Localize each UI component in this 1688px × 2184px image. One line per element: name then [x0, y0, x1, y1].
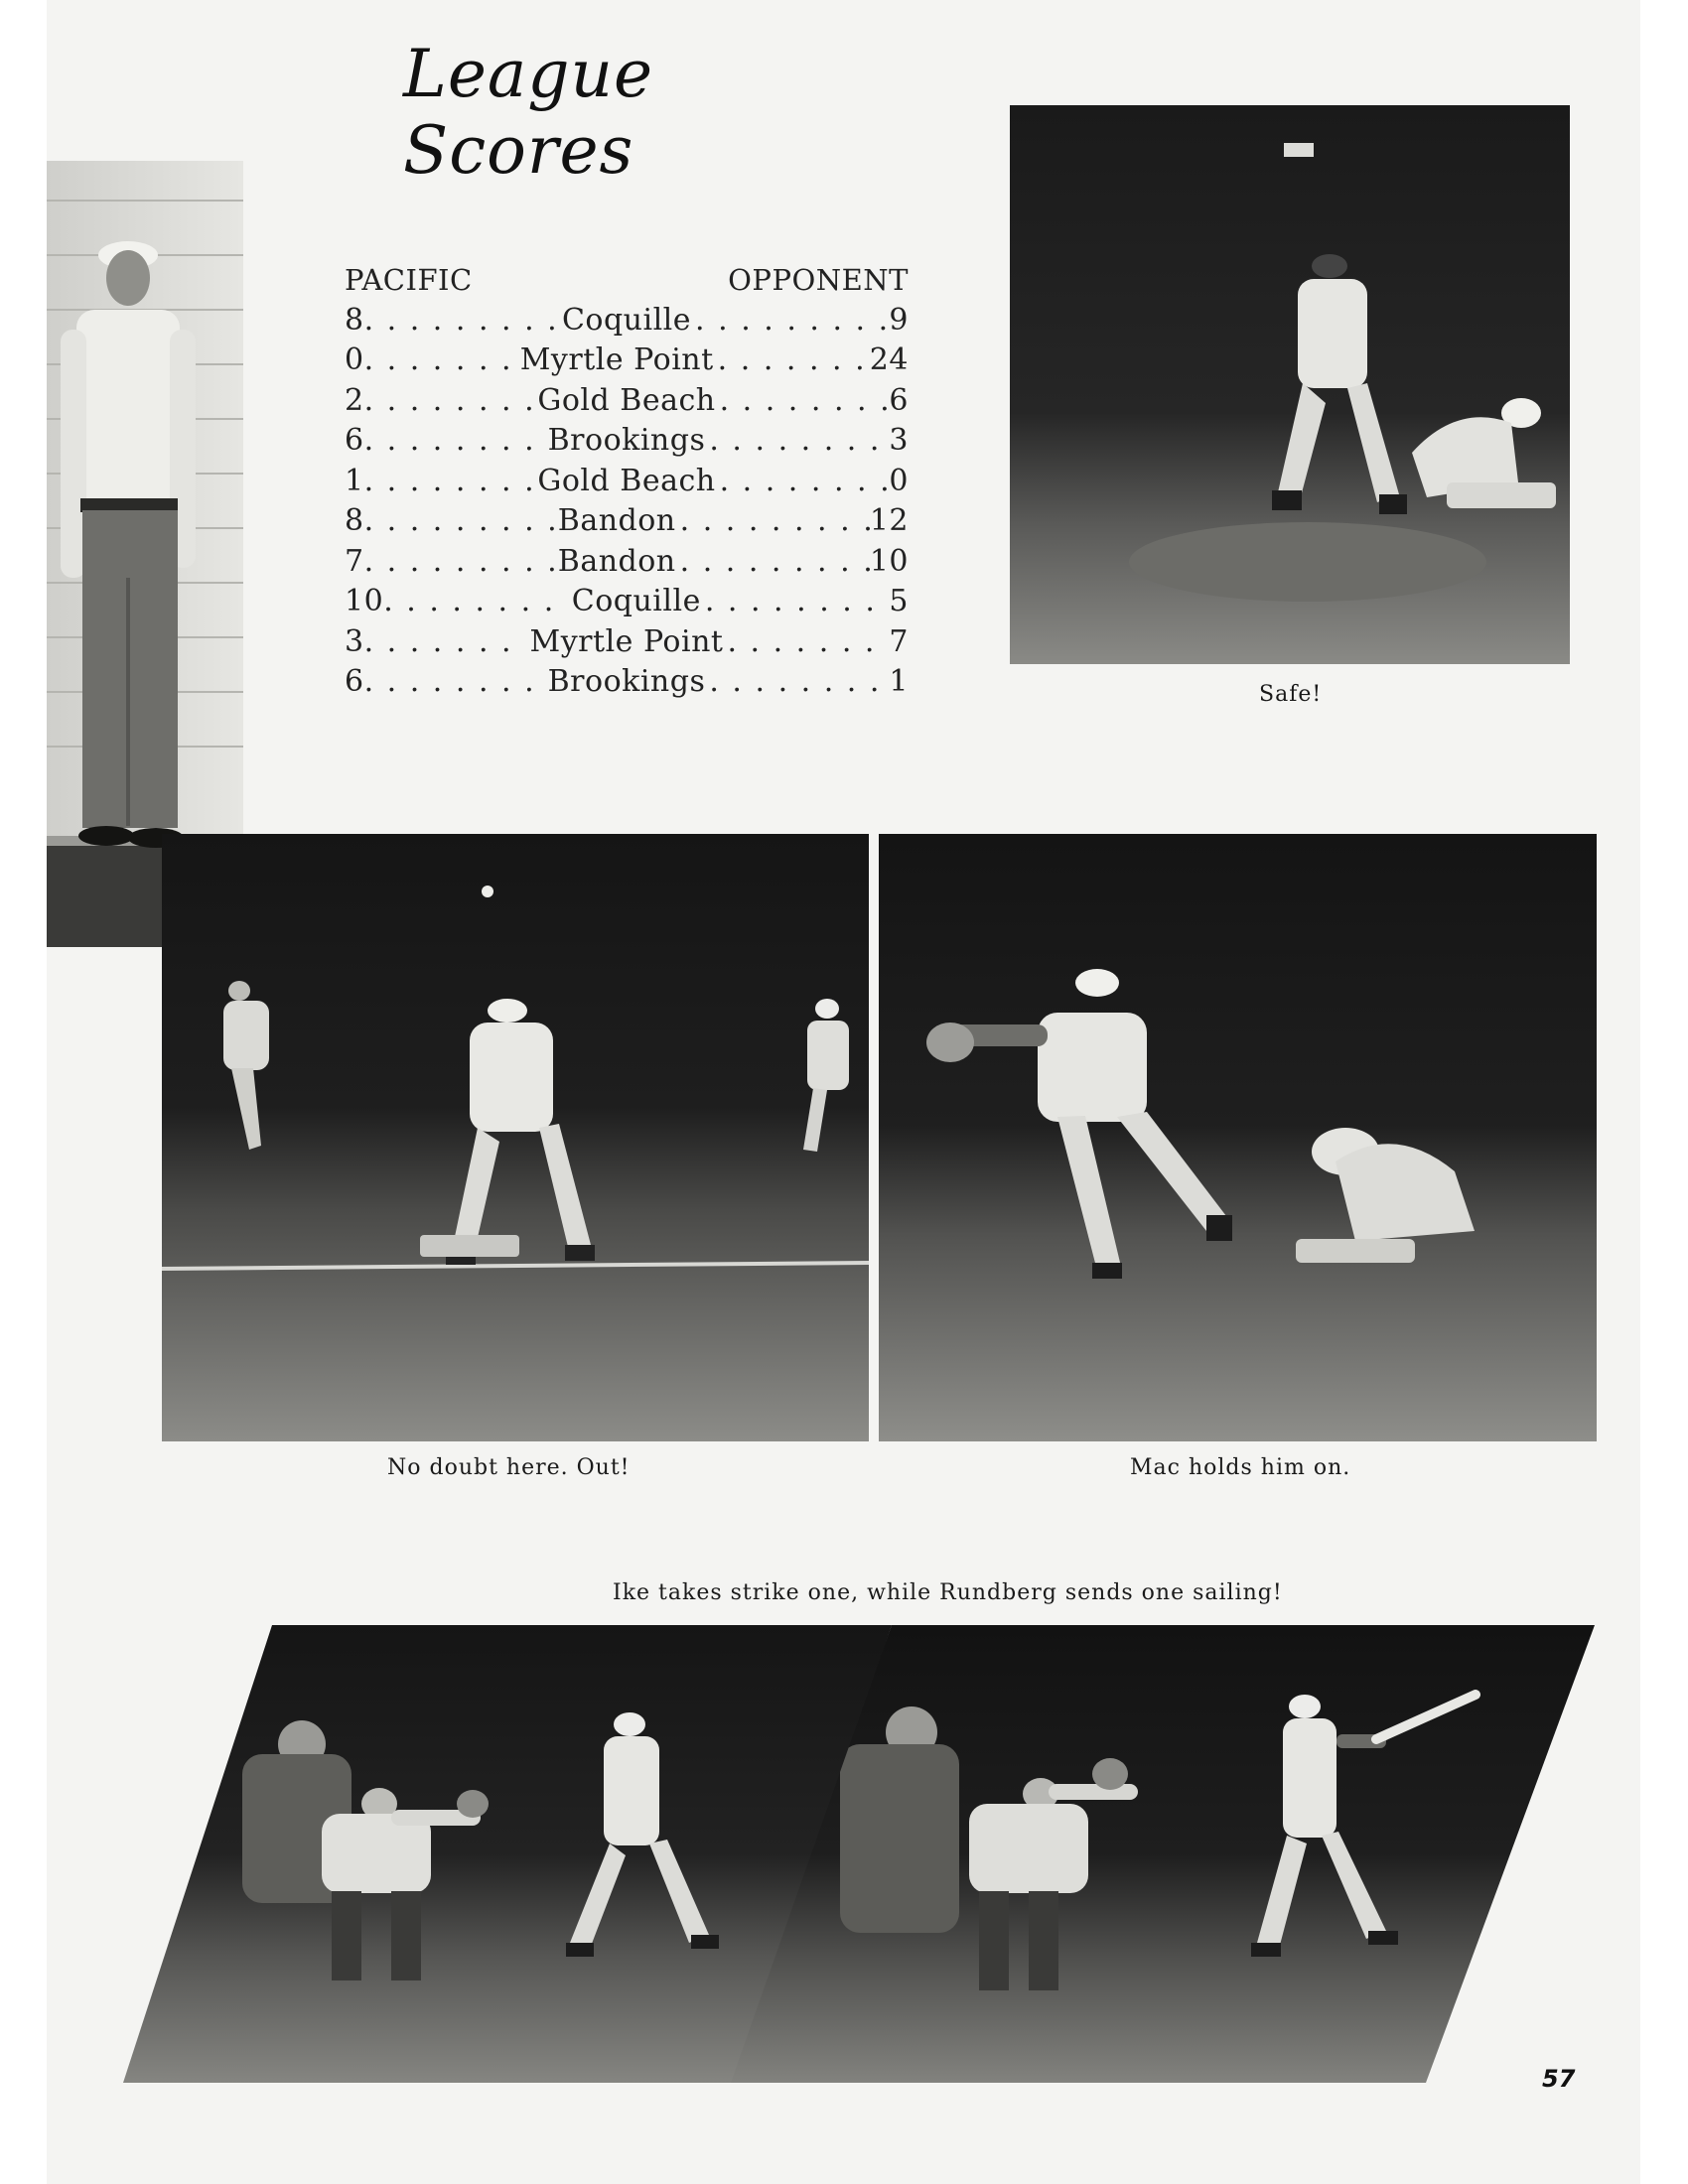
opponent-score: 9	[889, 302, 909, 338]
out-at-base-photo	[162, 834, 869, 1441]
opponent-score: 12	[869, 503, 909, 538]
opponent-score: 6	[889, 382, 909, 418]
opponent-name: Myrtle Point	[529, 623, 724, 659]
opponent-score: 5	[889, 584, 909, 618]
header-pacific: PACIFIC	[345, 263, 473, 297]
score-row	[345, 662, 909, 703]
opponent-name: Brookings	[547, 423, 706, 458]
caption-no-doubt: No doubt here. Out!	[387, 1455, 631, 1480]
opponent-name: Myrtle Point	[519, 342, 714, 377]
leader-dots	[364, 622, 526, 663]
score-row	[345, 582, 909, 622]
page-title-text: League Scores	[403, 36, 654, 189]
leader-dots	[364, 501, 554, 542]
caption-mac-holds: Mac holds him on.	[1130, 1455, 1351, 1480]
pacific-score: 1	[345, 463, 364, 498]
pacific-score: 3	[345, 623, 364, 659]
scores-header	[345, 260, 909, 301]
leader-dots	[705, 582, 890, 622]
score-row	[345, 381, 909, 422]
pickoff-photo	[879, 834, 1597, 1441]
pacific-score: 8	[345, 302, 364, 338]
leader-dots	[364, 542, 554, 583]
leader-dots	[695, 301, 889, 341]
leader-dots	[364, 462, 534, 502]
leader-dots	[383, 582, 568, 622]
score-row	[345, 501, 909, 542]
leader-dots	[364, 381, 534, 422]
leader-dots	[364, 421, 544, 462]
pacific-score: 0	[345, 342, 364, 377]
score-row	[345, 421, 909, 462]
header-opponent: OPPONENT	[728, 263, 909, 297]
opponent-score: 24	[869, 342, 909, 377]
opponent-name: Brookings	[547, 664, 706, 699]
league-scores-table	[345, 260, 909, 703]
leader-dots	[680, 542, 870, 583]
opponent-name: Coquille	[561, 302, 692, 338]
pacific-score: 10	[345, 584, 384, 618]
leader-dots	[680, 501, 870, 542]
caption-ike-strike: Ike takes strike one, while Rundberg sends one sailing!	[613, 1580, 1283, 1605]
score-row	[345, 462, 909, 502]
pacific-score: 8	[345, 503, 364, 538]
leader-dots	[709, 662, 889, 703]
pacific-score: 6	[345, 423, 364, 458]
page-number: 57	[1542, 2065, 1576, 2093]
opponent-name: Bandon	[557, 503, 676, 538]
score-row	[345, 341, 909, 381]
leader-dots	[720, 462, 890, 502]
score-row	[345, 542, 909, 583]
page-title	[397, 28, 874, 189]
opponent-name: Bandon	[557, 543, 676, 579]
score-row	[345, 301, 909, 341]
coach-portrait-photo	[47, 161, 243, 947]
leader-dots	[364, 301, 558, 341]
leader-dots	[720, 381, 890, 422]
score-row	[345, 622, 909, 663]
pacific-score: 6	[345, 664, 364, 699]
leader-dots	[718, 341, 870, 381]
leader-dots	[364, 662, 544, 703]
safe-slide-photo	[1010, 105, 1570, 664]
leader-dots	[727, 622, 889, 663]
opponent-score: 7	[889, 623, 909, 659]
opponent-name: Coquille	[571, 584, 701, 618]
leader-dots	[364, 341, 516, 381]
opponent-score: 0	[889, 463, 909, 498]
opponent-score: 3	[889, 423, 909, 458]
opponent-score: 10	[869, 543, 909, 579]
rundberg-swing-photo	[731, 1625, 1595, 2083]
caption-safe: Safe!	[1259, 682, 1323, 707]
opponent-name: Gold Beach	[537, 382, 716, 418]
opponent-score: 1	[889, 664, 909, 699]
pacific-score: 7	[345, 543, 364, 579]
leader-dots	[709, 421, 889, 462]
opponent-name: Gold Beach	[537, 463, 716, 498]
pacific-score: 2	[345, 382, 364, 418]
